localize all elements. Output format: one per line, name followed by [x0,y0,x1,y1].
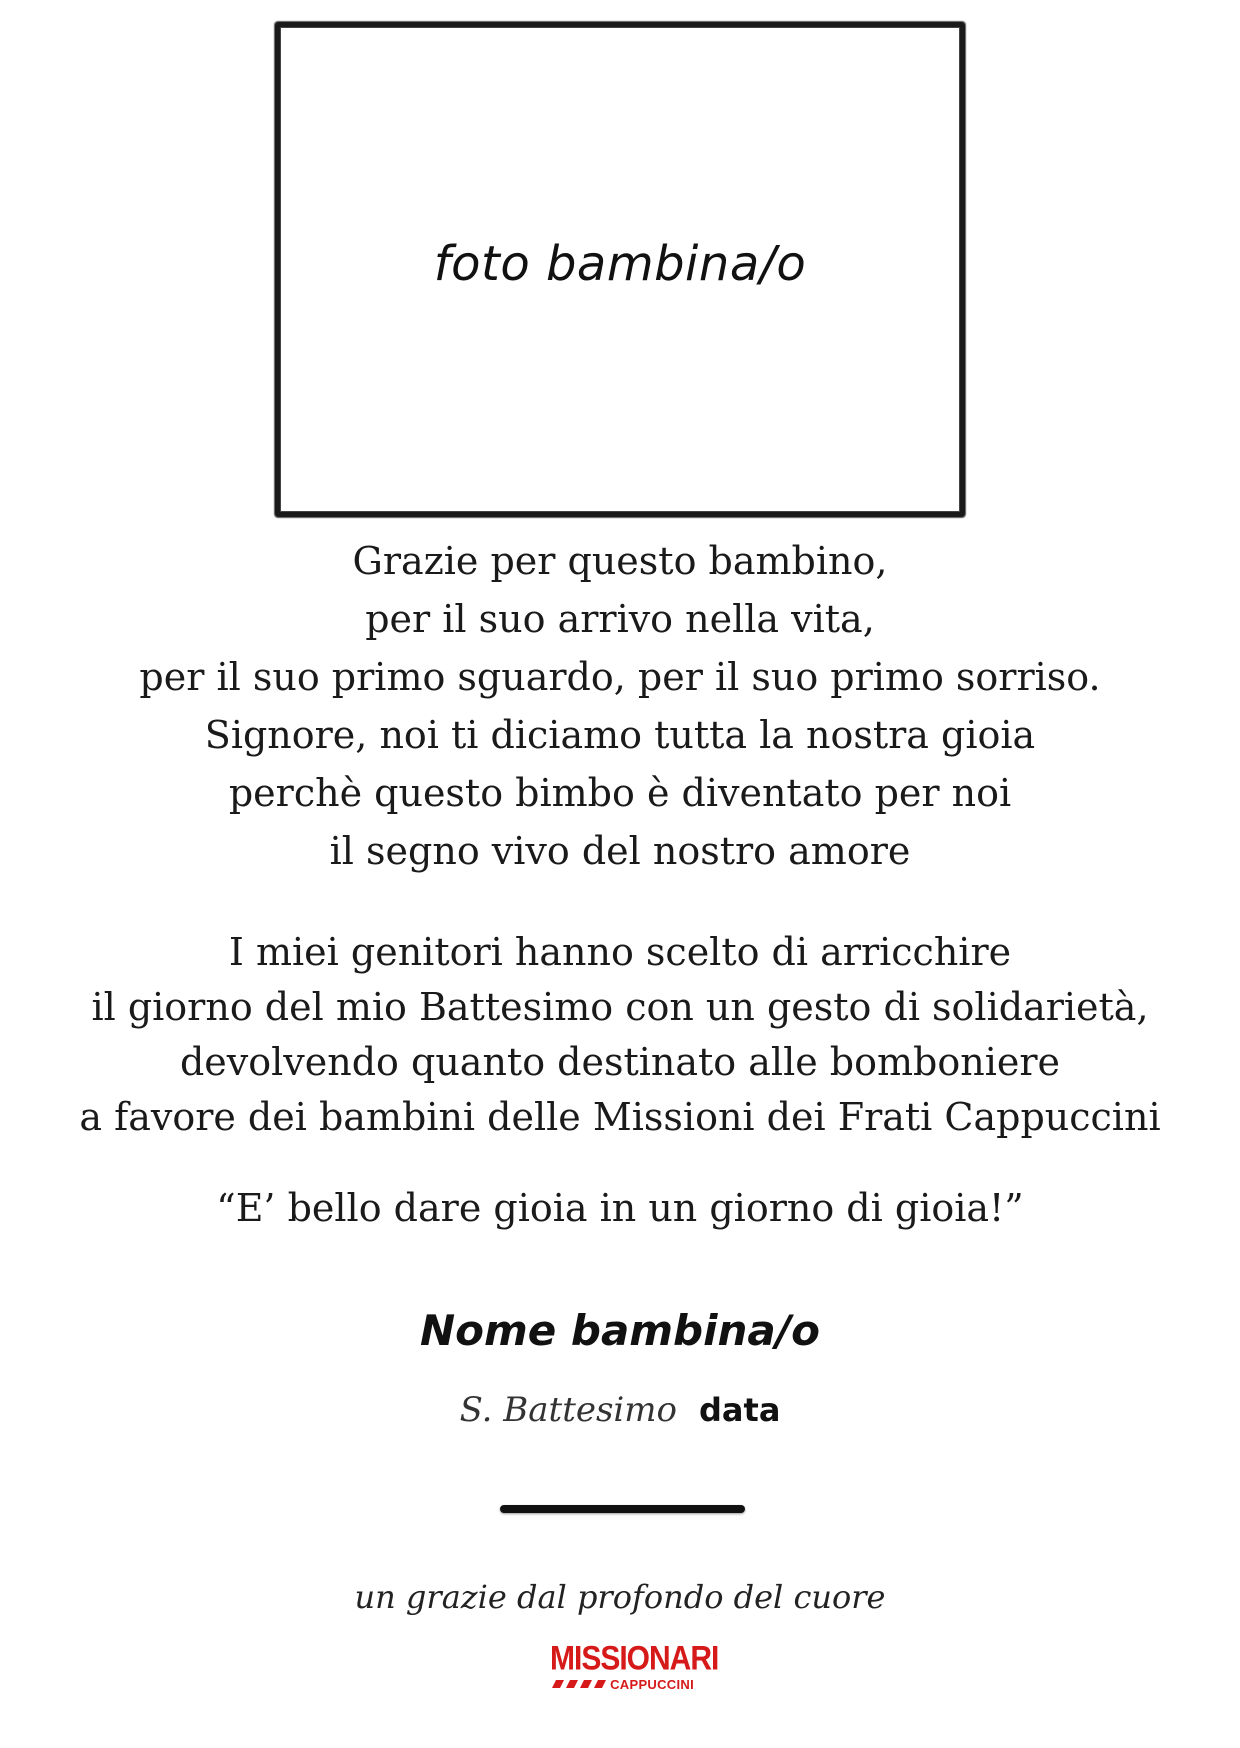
photo-placeholder-text: foto bambina/o [433,235,807,292]
poem-line: Signore, noi ti diciamo tutta la nostra gioia [204,713,1036,757]
logo-sub-text: CAPPUCCINI [610,1677,694,1692]
dedication-line: il giorno del mio Battesimo con un gesto di solidarietà, [91,985,1149,1029]
logo-stripes-icon [552,1680,614,1688]
dedication-line: a favore dei bambini delle Missioni dei Frati Cappuccini [79,1095,1161,1139]
logo-main-text: MISSIONARI [550,1639,719,1678]
photo-frame [275,22,965,517]
missionari-cappuccini-logo [550,1639,719,1700]
baptism-line [0,1385,1240,1442]
dedication-line: devolvendo quanto destinato alle bomboniere [179,1040,1060,1084]
poem-line: perchè questo bimbo è diventato per noi [228,771,1012,815]
poem-line: per il suo primo sguardo, per il suo primo sorriso. [139,655,1101,699]
poem-line: Grazie per questo bambino, [352,539,888,583]
poem [0,532,1240,880]
poem-line: il segno vivo del nostro amore [329,829,911,873]
child-name: Nome bambina/o [420,1306,820,1355]
poem-line: per il suo arrivo nella vita, [365,597,875,641]
baptism-label: S. Battesimo [459,1390,678,1430]
divider [500,1505,745,1513]
thanks-text: un grazie dal profondo del cuore [354,1578,886,1616]
quote: “E’ bello dare gioia in un giorno di gioia!” [216,1186,1024,1230]
baptism-date: data [699,1391,781,1429]
dedication-line: I miei genitori hanno scelto di arricchire [228,930,1012,974]
dedication [0,925,1240,1145]
